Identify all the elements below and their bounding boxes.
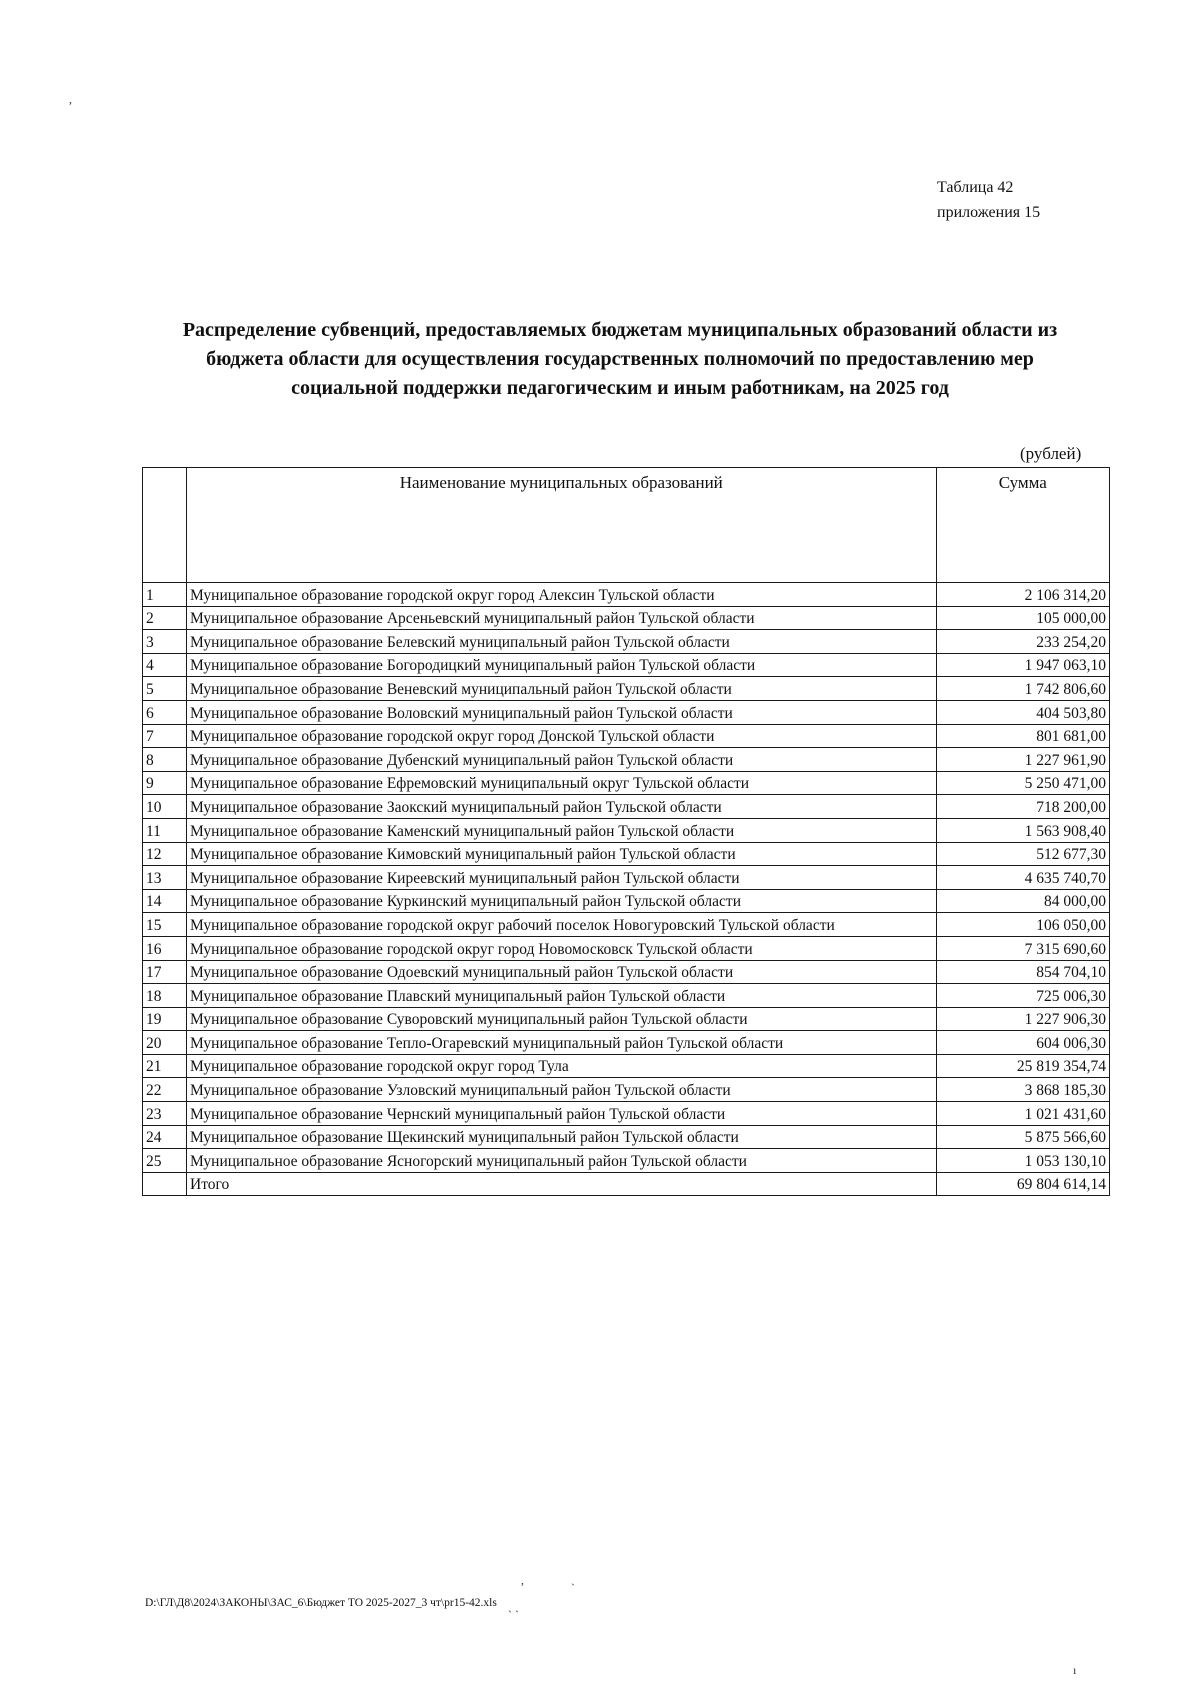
subsidy-table <box>142 467 1110 1196</box>
row-number-cell: 5 <box>143 677 187 701</box>
municipality-name-cell: Муниципальное образование городской округ рабочий поселок Новогуровский Тульской области <box>187 913 937 937</box>
table-row <box>143 818 1110 842</box>
amount-cell: 404 503,80 <box>936 700 1109 724</box>
amount-cell: 1 227 961,90 <box>936 748 1109 772</box>
total-label-cell: Итого <box>187 1172 937 1196</box>
municipality-name-cell: Муниципальное образование Арсеньевский муниципальный район Тульской области <box>187 606 937 630</box>
municipality-name-cell: Муниципальное образование Одоевский муниципальный район Тульской области <box>187 960 937 984</box>
scan-mark: ı <box>1073 1663 1077 1677</box>
amount-cell: 725 006,30 <box>936 984 1109 1008</box>
amount-cell: 2 106 314,20 <box>936 583 1109 607</box>
municipality-name-cell: Муниципальное образование Заокский муниципальный район Тульской области <box>187 795 937 819</box>
amount-cell: 854 704,10 <box>936 960 1109 984</box>
scan-mark: , <box>521 1573 524 1587</box>
table-reference <box>937 175 1040 225</box>
header-number-cell <box>143 468 187 583</box>
table-row <box>143 724 1110 748</box>
row-number-cell: 22 <box>143 1078 187 1102</box>
amount-cell: 1 053 130,10 <box>936 1149 1109 1173</box>
municipality-name-cell: Муниципальное образование Чернский муниципальный район Тульской области <box>187 1102 937 1126</box>
table-number: Таблица 42 <box>937 179 1014 196</box>
table-row <box>143 606 1110 630</box>
row-number-cell: 9 <box>143 771 187 795</box>
amount-cell: 604 006,30 <box>936 1031 1109 1055</box>
scan-mark: ` <box>571 1581 575 1595</box>
table-body <box>143 583 1110 1173</box>
row-number-cell: 23 <box>143 1102 187 1126</box>
table-row <box>143 1054 1110 1078</box>
table-row <box>143 583 1110 607</box>
amount-cell: 7 315 690,60 <box>936 936 1109 960</box>
file-path-footer: D:\ГЛ\Д8\2024\ЗАКОНЫ\ЗАС_6\Бюджет ТО 2025-2027_3 чт\pr15-42.xls <box>145 1597 497 1609</box>
municipality-name-cell: Муниципальное образование Щекинский муниципальный район Тульской области <box>187 1125 937 1149</box>
table-row <box>143 842 1110 866</box>
row-number-cell: 8 <box>143 748 187 772</box>
amount-cell: 1 742 806,60 <box>936 677 1109 701</box>
row-number-cell: 10 <box>143 795 187 819</box>
row-number-cell: 7 <box>143 724 187 748</box>
amount-cell: 3 868 185,30 <box>936 1078 1109 1102</box>
amount-cell: 5 875 566,60 <box>936 1125 1109 1149</box>
table-row <box>143 1007 1110 1031</box>
amount-cell: 25 819 354,74 <box>936 1054 1109 1078</box>
municipality-name-cell: Муниципальное образование Ясногорский муниципальный район Тульской области <box>187 1149 937 1173</box>
amount-cell: 1 563 908,40 <box>936 818 1109 842</box>
row-number-cell: 20 <box>143 1031 187 1055</box>
table-row <box>143 677 1110 701</box>
row-number-cell: 14 <box>143 889 187 913</box>
row-number-cell: 2 <box>143 606 187 630</box>
scan-mark: ` ` <box>508 1608 519 1622</box>
municipality-name-cell: Муниципальное образование Суворовский муниципальный район Тульской области <box>187 1007 937 1031</box>
municipality-name-cell: Муниципальное образование Кимовский муниципальный район Тульской области <box>187 842 937 866</box>
row-number-cell: 12 <box>143 842 187 866</box>
total-row <box>143 1172 1110 1196</box>
municipality-name-cell: Муниципальное образование городской округ город Донской Тульской области <box>187 724 937 748</box>
table-row <box>143 795 1110 819</box>
municipality-name-cell: Муниципальное образование городской округ город Тула <box>187 1054 937 1078</box>
amount-cell: 718 200,00 <box>936 795 1109 819</box>
table-row <box>143 936 1110 960</box>
amount-cell: 512 677,30 <box>936 842 1109 866</box>
amount-cell: 1 947 063,10 <box>936 653 1109 677</box>
amount-cell: 233 254,20 <box>936 630 1109 654</box>
row-number-cell: 21 <box>143 1054 187 1078</box>
row-number-cell: 24 <box>143 1125 187 1149</box>
municipality-name-cell: Муниципальное образование Тепло-Огаревский муниципальный район Тульской области <box>187 1031 937 1055</box>
title-line-3: социальной поддержки педагогическим и иным работникам, на 2025 год <box>291 377 949 399</box>
table-row <box>143 700 1110 724</box>
municipality-name-cell: Муниципальное образование Белевский муниципальный район Тульской области <box>187 630 937 654</box>
municipality-name-cell: Муниципальное образование Ефремовский муниципальный округ Тульской области <box>187 771 937 795</box>
amount-cell: 5 250 471,00 <box>936 771 1109 795</box>
total-number-cell <box>143 1172 187 1196</box>
municipality-name-cell: Муниципальное образование Киреевский муниципальный район Тульской области <box>187 866 937 890</box>
row-number-cell: 11 <box>143 818 187 842</box>
municipality-name-cell: Муниципальное образование Узловский муниципальный район Тульской области <box>187 1078 937 1102</box>
header-name-cell: Наименование муниципальных образований <box>187 468 937 583</box>
row-number-cell: 1 <box>143 583 187 607</box>
units-label: (рублей) <box>1020 444 1082 463</box>
row-number-cell: 25 <box>143 1149 187 1173</box>
amount-cell: 4 635 740,70 <box>936 866 1109 890</box>
row-number-cell: 6 <box>143 700 187 724</box>
title-line-1: Распределение субвенций, предоставляемых бюджетам муниципальных образований области из <box>182 319 1058 341</box>
row-number-cell: 19 <box>143 1007 187 1031</box>
row-number-cell: 4 <box>143 653 187 677</box>
row-number-cell: 3 <box>143 630 187 654</box>
table-row <box>143 960 1110 984</box>
municipality-name-cell: Муниципальное образование городской округ город Алексин Тульской области <box>187 583 937 607</box>
table-row <box>143 984 1110 1008</box>
table-row <box>143 1149 1110 1173</box>
total-sum-cell: 69 804 614,14 <box>936 1172 1109 1196</box>
scan-mark: , <box>69 92 72 106</box>
appendix-number: приложения 15 <box>937 204 1041 221</box>
document-title <box>120 316 1120 403</box>
municipality-name-cell: Муниципальное образование Веневский муниципальный район Тульской области <box>187 677 937 701</box>
table-header-row <box>143 468 1110 583</box>
table-row <box>143 771 1110 795</box>
municipality-name-cell: Муниципальное образование Дубенский муниципальный район Тульской области <box>187 748 937 772</box>
amount-cell: 84 000,00 <box>936 889 1109 913</box>
header-sum-cell: Сумма <box>936 468 1109 583</box>
amount-cell: 1 227 906,30 <box>936 1007 1109 1031</box>
municipality-name-cell: Муниципальное образование Плавский муниципальный район Тульской области <box>187 984 937 1008</box>
table-row <box>143 748 1110 772</box>
amount-cell: 801 681,00 <box>936 724 1109 748</box>
table-row <box>143 1031 1110 1055</box>
municipality-name-cell: Муниципальное образование Воловский муниципальный район Тульской области <box>187 700 937 724</box>
municipality-name-cell: Муниципальное образование Куркинский муниципальный район Тульской области <box>187 889 937 913</box>
title-line-2: бюджета области для осуществления государственных полномочий по предоставлению мер <box>206 348 1034 370</box>
table-row <box>143 653 1110 677</box>
row-number-cell: 17 <box>143 960 187 984</box>
table-row <box>143 1102 1110 1126</box>
amount-cell: 105 000,00 <box>936 606 1109 630</box>
amount-cell: 106 050,00 <box>936 913 1109 937</box>
municipality-name-cell: Муниципальное образование городской округ город Новомосковск Тульской области <box>187 936 937 960</box>
table-row <box>143 889 1110 913</box>
table-row <box>143 1078 1110 1102</box>
row-number-cell: 15 <box>143 913 187 937</box>
table-row <box>143 913 1110 937</box>
table-row <box>143 630 1110 654</box>
amount-cell: 1 021 431,60 <box>936 1102 1109 1126</box>
table-row <box>143 866 1110 890</box>
municipality-name-cell: Муниципальное образование Богородицкий муниципальный район Тульской области <box>187 653 937 677</box>
table-row <box>143 1125 1110 1149</box>
row-number-cell: 13 <box>143 866 187 890</box>
row-number-cell: 16 <box>143 936 187 960</box>
row-number-cell: 18 <box>143 984 187 1008</box>
municipality-name-cell: Муниципальное образование Каменский муниципальный район Тульской области <box>187 818 937 842</box>
